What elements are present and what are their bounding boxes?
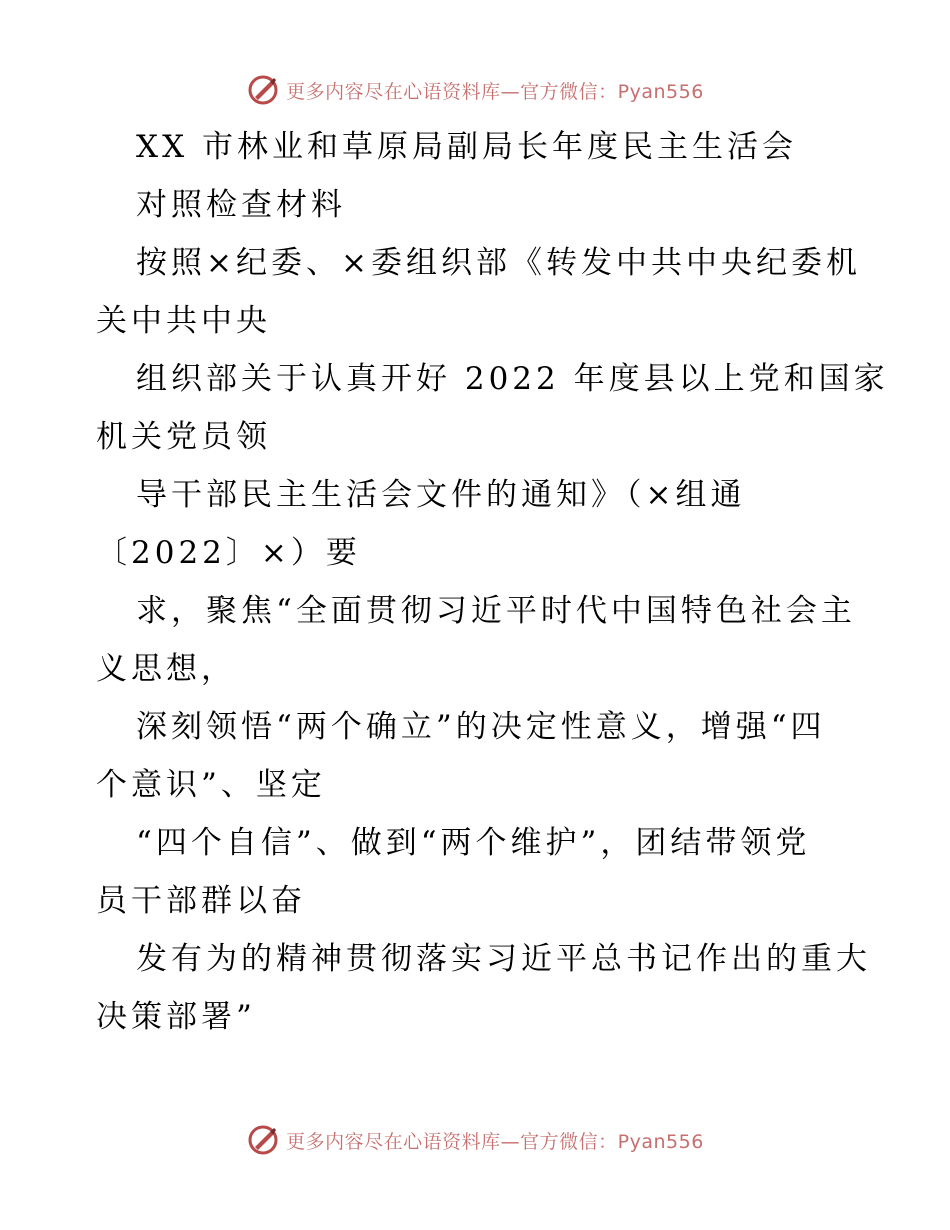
brush-logo-icon xyxy=(246,73,280,107)
watermark-text: 更多内容尽在心语资料库—官方微信：Pyan556 xyxy=(286,80,704,103)
text-line: 个意识”、坚定 xyxy=(96,767,326,803)
text-line: 决策部署” xyxy=(96,999,256,1035)
text-line: 义思想， xyxy=(96,651,236,687)
text-line: 机关党员领 xyxy=(96,419,271,455)
text-line: 求，聚焦“全面贯彻习近平时代中国特色社会主 xyxy=(136,593,856,629)
text-line: 深刻领悟“两个确立”的决定性意义，增强“四 xyxy=(136,709,826,745)
text-line: 组织部关于认真开好 2022 年度县以上党和国家 xyxy=(136,361,889,397)
text-line: 按照×纪委、×委组织部《转发中共中央纪委机 xyxy=(136,245,861,281)
text-line: 对照检查材料 xyxy=(136,187,346,223)
text-line: 关中共中央 xyxy=(96,303,271,339)
footer-watermark xyxy=(0,1120,950,1160)
watermark-text: 更多内容尽在心语资料库—官方微信：Pyan556 xyxy=(286,1130,704,1153)
text-line: 发有为的精神贯彻落实习近平总书记作出的重大 xyxy=(136,941,871,977)
brush-logo-icon xyxy=(246,1123,280,1157)
document-body xyxy=(96,118,889,1046)
text-line: 员干部群以奋 xyxy=(96,883,306,919)
text-line: “四个自信”、做到“两个维护”，团结带领党 xyxy=(136,825,811,861)
watermark-group xyxy=(246,73,704,107)
text-line: XX 市林业和草原局副局长年度民主生活会 xyxy=(136,129,797,165)
header-watermark xyxy=(0,70,950,110)
text-line: 〔2022〕×）要 xyxy=(96,535,361,571)
text-line: 导干部民主生活会文件的通知》（×组通 xyxy=(136,477,746,513)
watermark-group xyxy=(246,1123,704,1157)
